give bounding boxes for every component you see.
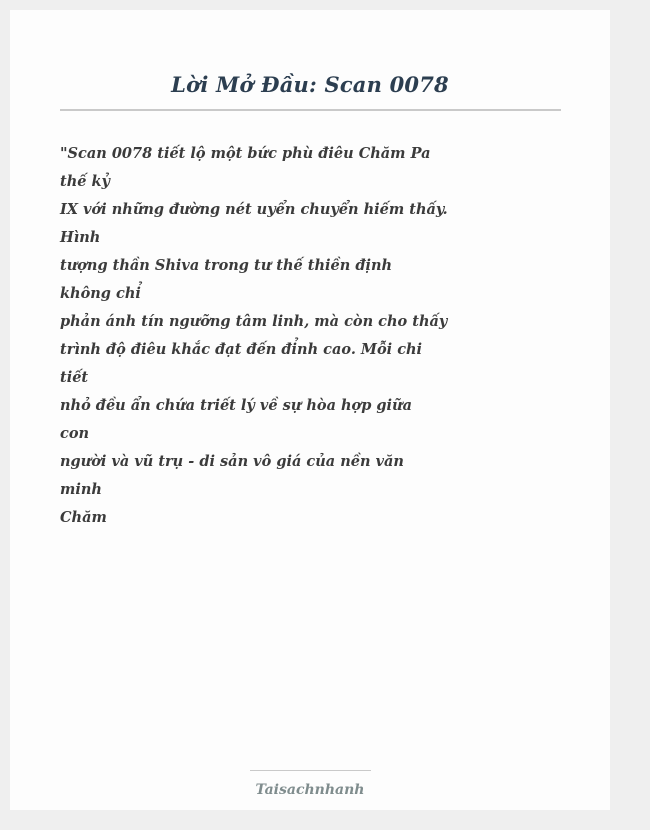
text-line: Chăm (60, 509, 107, 526)
document-page (10, 10, 610, 810)
text-line: người và vũ trụ - di sản vô giá của nền văn (60, 453, 404, 470)
text-line: IX với những đường nét uyển chuyển hiếm thấy. (60, 201, 448, 218)
body-text (60, 140, 448, 532)
footer-brand: Taisachnhanh (255, 782, 365, 798)
footer-divider (250, 770, 371, 771)
text-line: con (60, 425, 90, 442)
text-line: Hình (60, 229, 101, 246)
text-line: thế kỷ (60, 173, 110, 190)
text-line: nhỏ đều ẩn chứa triết lý về sự hòa hợp giữa (60, 397, 412, 414)
text-line: tiết (60, 369, 89, 386)
page-title: Lời Mở Đầu: Scan 0078 (171, 72, 449, 97)
title-divider (60, 109, 561, 111)
text-line: không chỉ (60, 285, 141, 302)
text-line: trình độ điêu khắc đạt đến đỉnh cao. Mỗi chi (60, 341, 423, 358)
text-line: phản ánh tín ngưỡng tâm linh, mà còn cho thấy (60, 313, 448, 330)
text-line: minh (60, 481, 102, 498)
text-line: tượng thần Shiva trong tư thế thiền định (60, 257, 393, 274)
text-line: "Scan 0078 tiết lộ một bức phù điêu Chăm Pa (60, 145, 431, 162)
